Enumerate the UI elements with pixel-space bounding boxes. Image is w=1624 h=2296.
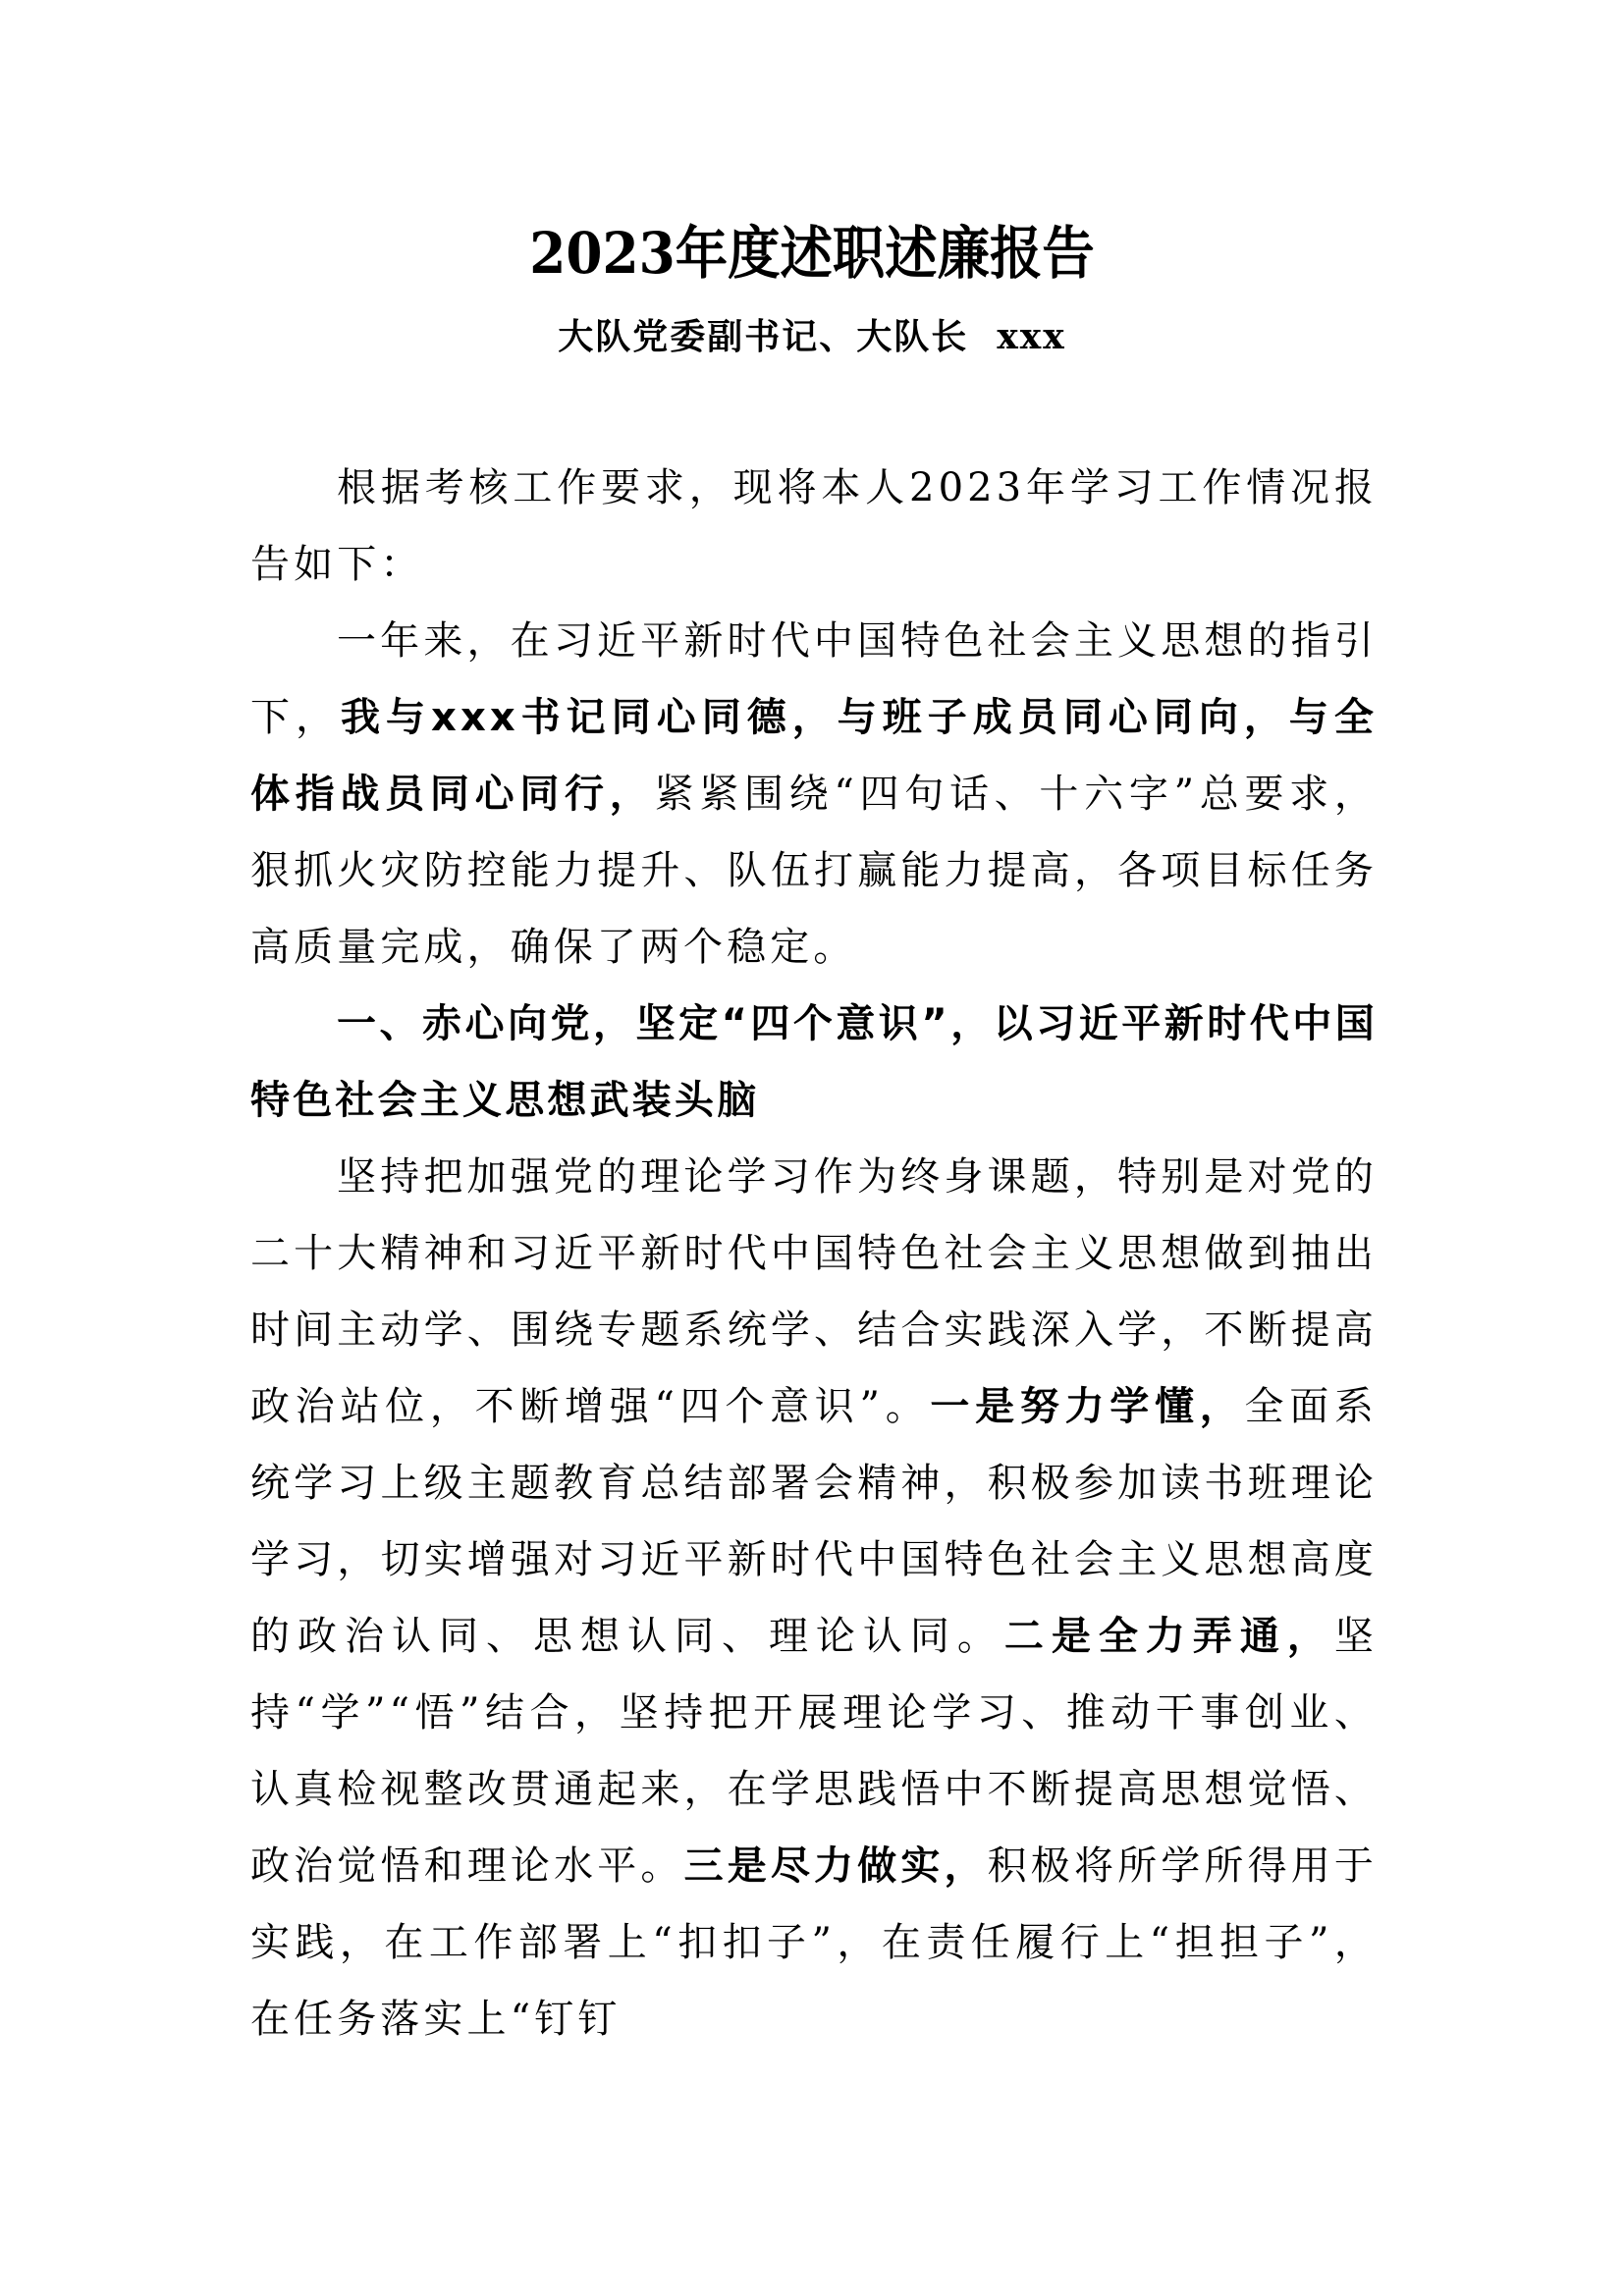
summary-paragraph — [250, 603, 1378, 986]
point-1-label: 一是努力学懂， — [930, 1383, 1245, 1429]
document-subtitle: 大队党委副书记、大队长 xxx — [558, 316, 1066, 357]
section-heading-1: 一、赤心向党，坚定“四个意识”，以习近平新时代中国特色社会主义思想武装头脑 — [250, 1001, 1378, 1123]
point-2-label: 二是全力弄通， — [1003, 1613, 1334, 1659]
summary-text-2: 紧紧围绕“四句话、十六字”总要求，狠抓火灾防控能力提升、队伍打赢能力提高，各项目标任务高质量完成，确保了两个稳定。 — [250, 772, 1378, 970]
point-3-label: 三是尽力做实， — [683, 1842, 988, 1889]
document-title: 2023年度述职述廉报告 — [529, 220, 1095, 287]
summary-emphasis: 我与xxx书记同心同德，与班子成员同心同向，与全体指战员同心同行， — [250, 695, 1378, 817]
summary-text-1: 一年来，在习近平新时代中国特色社会主义思想的指引下， — [250, 618, 1378, 740]
section-1-text-3: 坚持“学”“悟”结合，坚持把开展理论学习、推动干事创业、认真检视整改贯通起来，在学思践悟中不断提高思想觉悟、政治觉悟和理论水平。 — [250, 1614, 1378, 1889]
intro-text: 根据考核工作要求，现将本人2023年学习工作情况报告如下： — [250, 465, 1378, 587]
section-1-text-2: 全面系统学习上级主题教育总结部署会精神，积极参加读书班理论学习，切实增强对习近平新时代中国特色社会主义思想高度的政治认同、思想认同、理论认同。 — [250, 1384, 1379, 1659]
section-1-text-4: 积极将所学所得用于实践，在工作部署上“扣扣子”，在责任履行上“担担子”，在任务落实上“钉钉 — [250, 1843, 1379, 2042]
section-1-paragraph — [250, 1139, 1378, 2057]
intro-paragraph — [250, 450, 1378, 603]
document-body — [250, 450, 1378, 2057]
section-1-text-1: 坚持把加强党的理论学习作为终身课题，特别是对党的二十大精神和习近平新时代中国特色社会主义思想做到抽出时间主动学、围绕专题系统学、结合实践深入学，不断提高政治站位，不断增强“四个意识”。 — [250, 1154, 1378, 1429]
